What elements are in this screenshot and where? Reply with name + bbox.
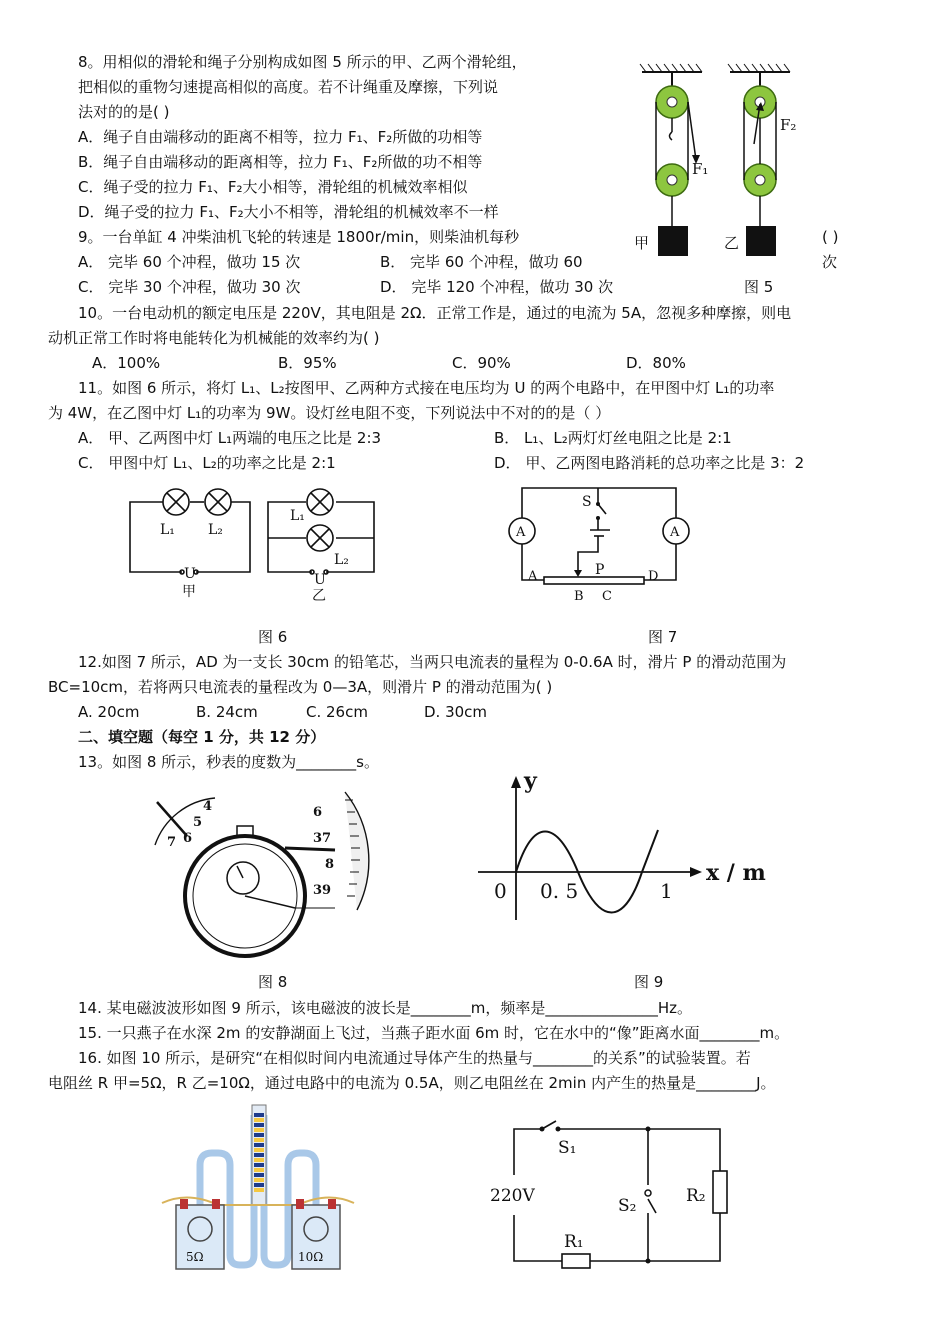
fig8-outer-8: 8 [325,857,335,872]
figure-10-apparatus [158,1105,358,1275]
q8-line-3: 法对的的是( ) [78,103,170,121]
figure-9-caption: 图 9 [634,973,664,991]
q10-option-c: C．90% [452,354,511,372]
q9-option-a: A． 完毕 60 个冲程，做功 15 次 [78,253,301,271]
weight-jia [658,226,688,256]
fig10-s1: S₁ [558,1138,577,1158]
q10-option-d: D．80% [626,354,686,372]
fig6-yi: 乙 [312,588,326,604]
fig8-inner-7: 7 [167,835,177,850]
figure-9-wave [478,770,778,930]
q11-option-a: A． 甲、乙两图中灯 L₁两端的电压之比是 2:3 [78,429,382,447]
figure-6-circuits [120,482,390,602]
fig7-pt-a: A [528,569,538,584]
fig6-l1-jia: L₁ [160,522,175,538]
q9-option-b-tail: 次 [822,253,838,271]
jia-label: 甲 [634,234,650,252]
q9-option-d: D． 完毕 120 个冲程，做功 30 次 [380,278,614,296]
fig9-tick-0: 0 [494,879,507,903]
q12-option-b: B. 24cm [196,703,258,721]
lamp-l1-yi [307,489,333,515]
q10-line-2: 动机正常工作时将电能转化为机械能的效率约为( ) [48,329,380,347]
fig8-outer-39: 39 [313,883,332,898]
q8-line-1: 8。用相似的滑轮和绳子分别构成如图 5 所示的甲、乙两个滑轮组， [78,53,527,71]
q16-line-1: 16. 如图 10 所示，是研究“在相似时间内电流通过导体产生的热量与________的关系”的试验装置。若 [78,1049,751,1067]
fig10-r2: R₂ [686,1186,706,1206]
q8-option-b: B．绳子自由端移动的距离相等，拉力 F₁、F₂所做的功不相等 [78,153,483,171]
q16-line-2: 电阻丝 R 甲=5Ω，R 乙=10Ω，通过电路中的电流为 0.5A，则乙电阻丝在 2min 内产生的热量是________J。 [48,1074,776,1092]
fig8-inner-6: 6 [183,831,193,846]
fig8-inner-4: 4 [203,799,213,814]
fig7-pt-c: C [602,589,612,604]
q12-option-d: D. 30cm [424,703,488,721]
figure-8-caption: 图 8 [258,973,288,991]
q11-line-1: 11。如图 6 所示，将灯 L₁、L₂按图甲、乙两种方式接在电压均为 U 的两个电路中，在甲图中灯 L₁的功率 [78,379,775,397]
pencil-lead [544,577,644,584]
q10-option-a: A．100% [92,354,161,372]
figure-6-caption: 图 6 [258,628,288,646]
lamp-l1-jia [163,489,189,515]
q11-option-b: B． L₁、L₂两灯灯丝电阻之比是 2:1 [494,429,732,447]
yi-label: 乙 [724,234,740,252]
figure-7-circuit [500,482,700,607]
q12-option-c: C. 26cm [306,703,368,721]
fig7-pt-d: D [648,569,659,584]
f2-label: F₂ [780,116,797,134]
lamp-l2-jia [205,489,231,515]
fig6-jia: 甲 [182,584,196,600]
q9-paren: ( ) [822,228,839,246]
q13-text: 13。如图 8 所示，秒表的度数为________s。 [78,753,379,771]
q12-option-a: A. 20cm [78,703,140,721]
q8-option-d: D．绳子受的拉力 F₁、F₂大小不相等，滑轮组的机械效率不一样 [78,203,499,221]
fig9-tick-05: 0. 5 [540,879,579,903]
q11-option-d: D． 甲、乙两图电路消耗的总功率之比是 3：2 [494,454,805,472]
fig10-r1: R₁ [564,1232,584,1252]
fig9-y-label: y [524,768,537,794]
fig6-l2-yi: L₂ [334,552,349,568]
figure-10-circuit [480,1115,740,1275]
f1-label: F₁ [692,160,709,178]
fig7-pt-b: B [574,589,584,604]
figure-5-pulleys [620,60,800,280]
q8-option-c: C．绳子受的拉力 F₁、F₂大小相等，滑轮组的机械效率相似 [78,178,468,196]
q10-option-b: B．95% [278,354,337,372]
q15-text: 15. 一只燕子在水深 2m 的安静湖面上飞过，当燕子距水面 6m 时，它在水中的“像”距离水面________m。 [78,1024,790,1042]
fig8-outer-6: 6 [313,805,323,820]
q11-option-c: C． 甲图中灯 L₁、L₂的功率之比是 2:1 [78,454,336,472]
fig6-u-jia: U [184,566,196,582]
figure-7-caption: 图 7 [648,628,678,646]
fig7-p: P [595,562,605,578]
fig10-s2: S₂ [618,1196,637,1216]
q10-line-1: 10。一台电动机的额定电压是 220V，其电阻是 2Ω．正常工作是，通过的电流为 5A，忽视多种摩擦，则电 [78,304,792,322]
figure-5-caption: 图 5 [744,278,774,296]
lamp-l2-yi [307,525,333,551]
fig7-ammeter-label-left: A [516,525,526,540]
q9-option-c: C． 完毕 30 个冲程，做功 30 次 [78,278,301,296]
q12-line-2: BC=10cm，若将两只电流表的量程改为 0—3A，则滑片 P 的滑动范围为( ) [48,678,553,696]
fig6-l1-yi: L₁ [290,508,305,524]
fig7-ammeter-label-right: A [670,525,680,540]
fig10-left-resistance: 5Ω [186,1250,204,1264]
q9-option-b: B． 完毕 60 个冲程，做功 60 [380,253,583,271]
q9-stem: 9。一台单缸 4 冲柴油机飞轮的转速是 1800r/min，则柴油机每秒 [78,228,520,246]
fig9-tick-1: 1 [660,879,673,903]
section-2-heading: 二、填空题（每空 1 分，共 12 分） [78,728,326,746]
fig6-l2-jia: L₂ [208,522,223,538]
figure-8-stopwatch [145,790,370,960]
fig7-s: S [582,494,592,510]
q14-text: 14. 某电磁波波形如图 9 所示，该电磁波的波长是________m，频率是_______________Hz。 [78,999,692,1017]
fig10-right-resistance: 10Ω [298,1250,324,1264]
resistor-r2 [713,1171,727,1213]
q11-line-2: 为 4W，在乙图中灯 L₁的功率为 9W。设灯丝电阻不变，下列说法中不对的的是（ ） [48,404,611,422]
fig8-inner-5: 5 [193,815,203,830]
weight-yi [746,226,776,256]
q8-line-2: 把相似的重物匀速提高相似的高度。若不计绳重及摩擦，下列说 [78,78,499,96]
fig10-voltage: 220V [490,1186,535,1206]
fig6-u-yi: U [314,572,326,588]
q12-line-1: 12.如图 7 所示，AD 为一支长 30cm 的铅笔芯，当两只电流表的量程为 0-0.6A 时，滑片 P 的滑动范围为 [78,653,787,671]
resistor-r1 [562,1254,590,1268]
fig8-outer-37: 37 [313,831,332,846]
q8-option-a: A．绳子自由端移动的距离不相等，拉力 F₁、F₂所做的功相等 [78,128,483,146]
fig9-x-label: x / m [706,860,766,886]
